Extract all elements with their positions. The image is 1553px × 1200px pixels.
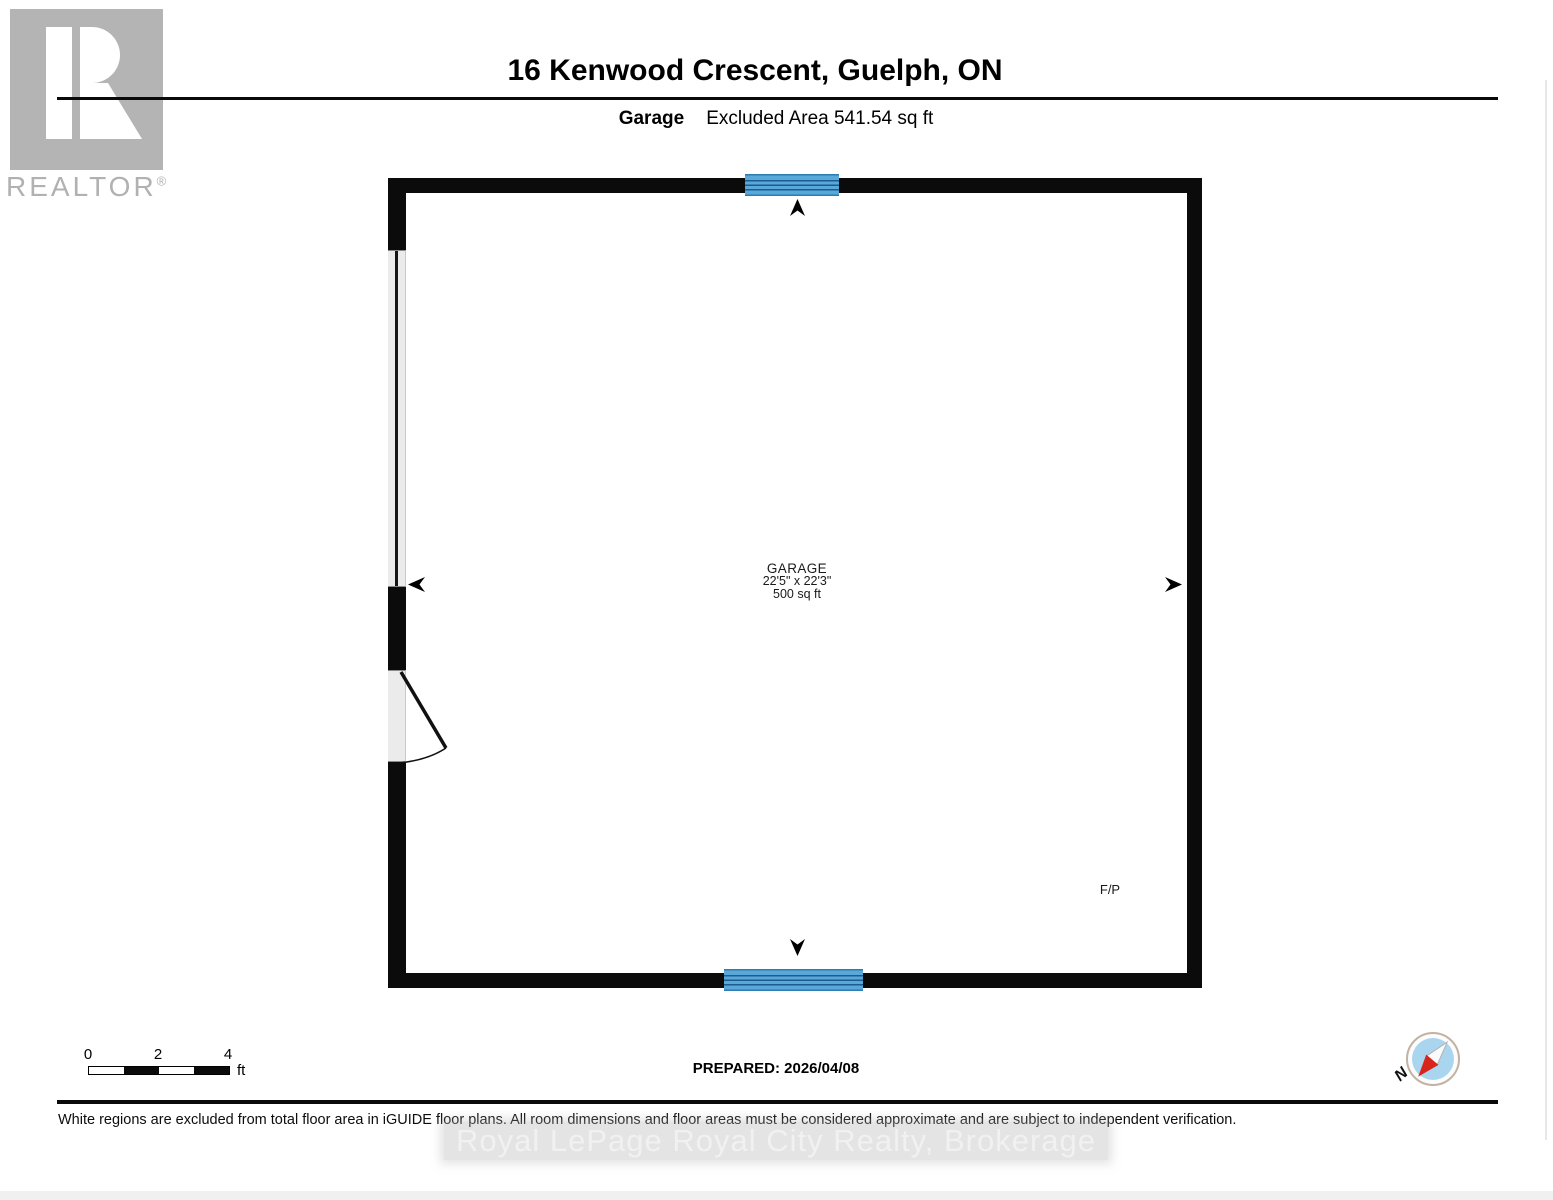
title-divider (57, 97, 1498, 100)
scale-tick-4: 4 (223, 1046, 233, 1063)
footer-divider (57, 1100, 1498, 1104)
scale-segment (159, 1067, 194, 1074)
fireplace-label: F/P (1099, 882, 1121, 897)
scale-tick-2: 2 (153, 1046, 163, 1063)
room-dimensions: 22'5" x 22'3" (762, 574, 832, 588)
realtor-logo (10, 9, 163, 170)
window-top (745, 174, 839, 196)
scale-unit-label: ft (237, 1062, 246, 1079)
realtor-logo-text: REALTOR® (6, 171, 167, 202)
direction-arrow-right-icon (1165, 577, 1182, 592)
watermark-text: Royal LePage Royal City Realty, Brokerage (444, 1122, 1108, 1160)
compass-north-label: N (1391, 1064, 1412, 1085)
scale-tick-0: 0 (83, 1046, 93, 1063)
bottom-edge-strip (0, 1191, 1553, 1200)
scale-tick-labels (78, 1046, 248, 1062)
compass-icon (1404, 1030, 1462, 1088)
prepared-date: PREPARED: 2026/04/08 (692, 1060, 860, 1077)
direction-arrow-left-icon (408, 577, 425, 592)
scale-segment (124, 1067, 159, 1074)
registered-mark: ® (156, 173, 167, 189)
direction-arrow-up-icon (790, 199, 805, 216)
room-area: 500 sq ft (773, 587, 821, 601)
room-label (682, 562, 912, 601)
scale-segment (89, 1067, 124, 1074)
direction-arrow-down-icon (790, 939, 805, 956)
page-title: 16 Kenwood Crescent, Guelph, ON (507, 54, 1003, 87)
scale-bar (88, 1066, 230, 1075)
room-name: GARAGE (766, 561, 828, 576)
window-bottom (724, 969, 863, 991)
plan-subtitle (476, 108, 1076, 130)
floor-plan (388, 178, 1202, 988)
realtor-r-icon (10, 9, 163, 170)
floor-label: Garage (618, 108, 685, 129)
excluded-area-label: Excluded Area 541.54 sq ft (706, 108, 934, 129)
disclaimer-text: White regions are excluded from total floor area in iGUIDE floor plans. All room dimensions and floor areas must be considered approximate and are subject to independent verification. (58, 1112, 1237, 1128)
right-edge-line (1545, 80, 1547, 1140)
scale-segment (194, 1067, 229, 1074)
